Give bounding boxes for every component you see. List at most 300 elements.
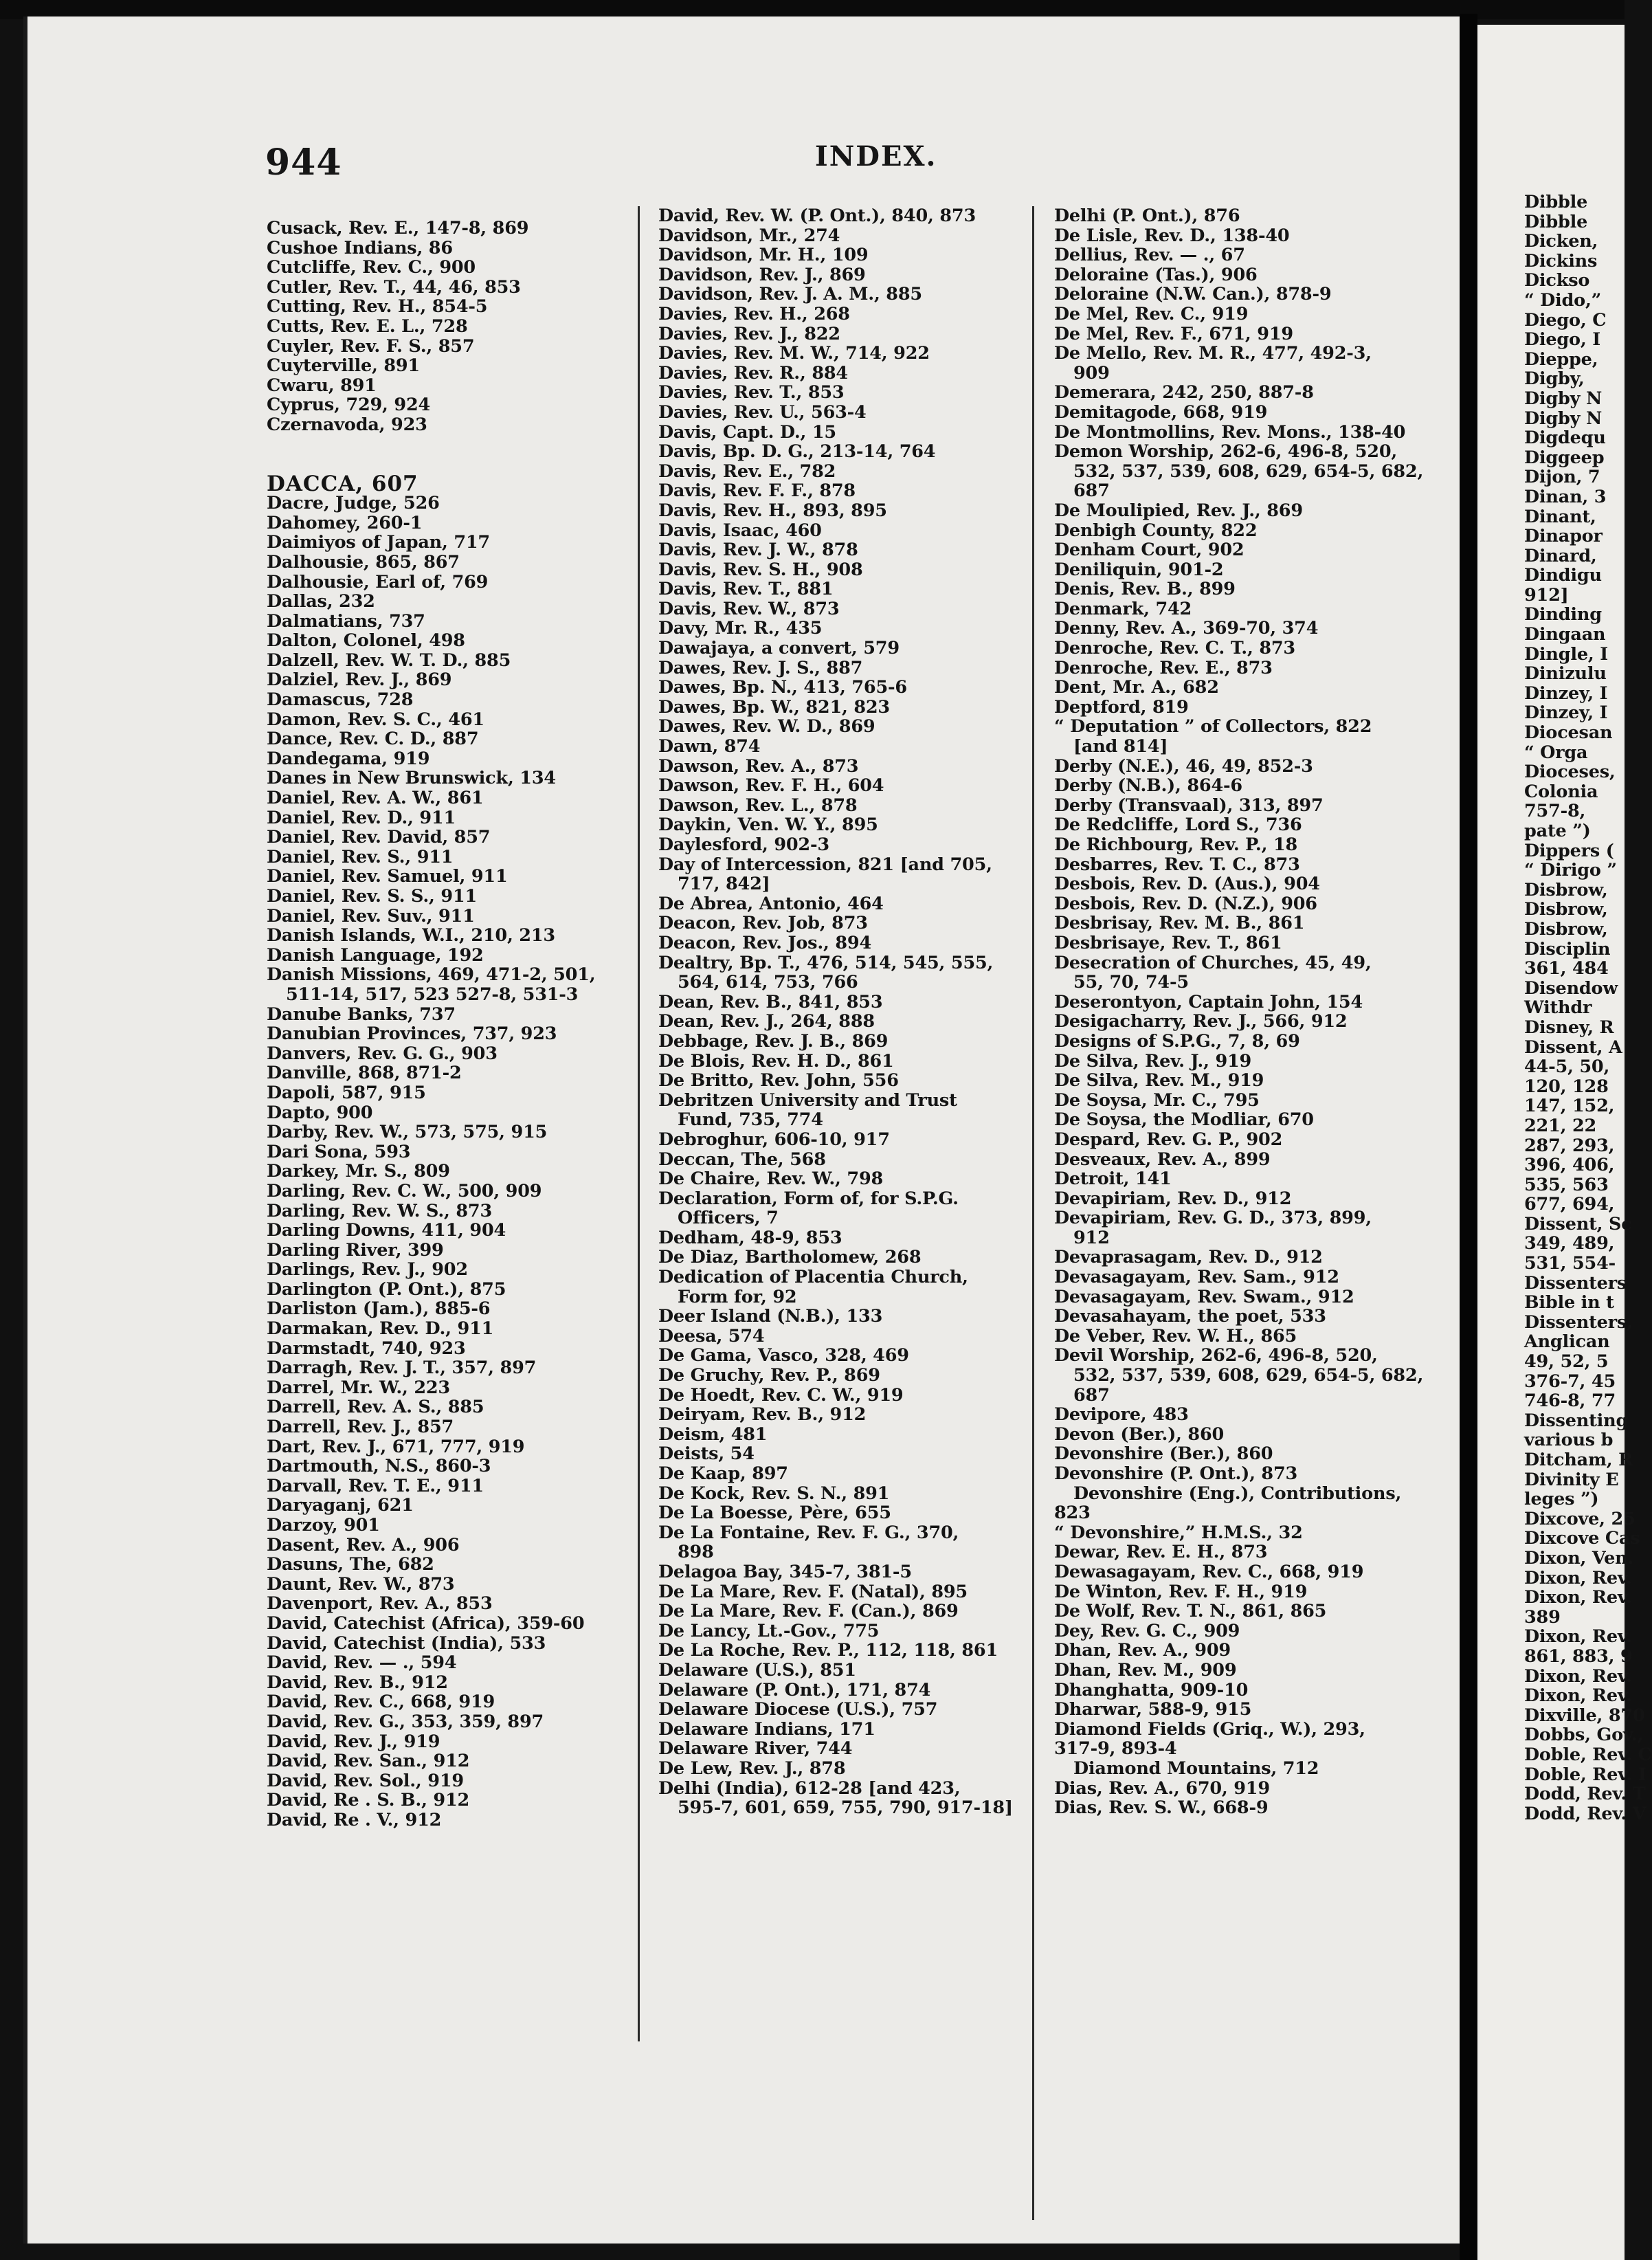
- index-entry: Dippers (: [1524, 840, 1614, 861]
- index-entry: De La Mare, Rev. F. (Natal), 895: [658, 1581, 968, 1602]
- index-entry: Deccan, The, 568: [658, 1149, 826, 1170]
- index-entry: 909: [1073, 362, 1110, 384]
- index-entry: De Lancy, Lt.-Gov., 775: [658, 1620, 880, 1641]
- index-entry: De Kaap, 897: [658, 1463, 788, 1484]
- index-entry: 120, 128: [1524, 1076, 1609, 1097]
- index-entry: Danville, 868, 871-2: [267, 1063, 462, 1084]
- index-entry: Danube Banks, 737: [267, 1004, 456, 1025]
- index-entry: De Silva, Rev. J., 919: [1054, 1050, 1252, 1072]
- index-entry: 396, 406,: [1524, 1155, 1615, 1176]
- index-entry: Dissenters: [1524, 1272, 1627, 1294]
- index-entry: David, Rev. San., 912: [267, 1751, 470, 1772]
- index-entry: Dance, Rev. C. D., 887: [267, 729, 479, 750]
- index-entry: Darmstadt, 740, 923: [267, 1338, 466, 1359]
- page-gutter-shadow: [1460, 14, 1477, 2260]
- index-entry: Demerara, 242, 250, 887-8: [1054, 382, 1314, 403]
- index-entry: Dahomey, 260-1: [267, 512, 423, 533]
- index-entry: 531, 554-: [1524, 1253, 1616, 1274]
- index-entry: Darmakan, Rev. D., 911: [267, 1318, 494, 1340]
- index-entry: “ Dido,”: [1524, 289, 1602, 311]
- index-entry: De Soysa, Mr. C., 795: [1054, 1089, 1260, 1111]
- index-entry: Despard, Rev. G. P., 902: [1054, 1129, 1283, 1150]
- index-entry: Darling River, 399: [267, 1239, 444, 1261]
- index-entry: Dawson, Rev. L., 878: [658, 795, 858, 816]
- index-entry: Cuyterville, 891: [267, 355, 420, 377]
- index-entry: David, Rev. W. (P. Ont.), 840, 873: [658, 206, 976, 226]
- index-entry: pate ”): [1524, 821, 1591, 841]
- index-entry: Deacon, Rev. Jos., 894: [658, 932, 872, 953]
- index-entry: Derby (N.B.), 864-6: [1054, 775, 1242, 797]
- index-entry: Daniel, Rev. D., 911: [267, 807, 456, 828]
- index-entry: Desveaux, Rev. A., 899: [1054, 1149, 1271, 1170]
- index-entry: Declaration, Form of, for S.P.G.: [658, 1188, 959, 1209]
- index-entry: 535, 563: [1524, 1174, 1609, 1195]
- index-entry: Dixville, 870: [1524, 1705, 1645, 1726]
- index-entry: 912]: [1524, 584, 1569, 606]
- index-entry: Daniel, Rev. A. W., 861: [267, 788, 484, 809]
- index-entry: Denny, Rev. A., 369-70, 374: [1054, 618, 1319, 639]
- index-entry: 564, 614, 753, 766: [678, 972, 858, 993]
- index-entry: Davis, Rev. H., 893, 895: [658, 500, 887, 521]
- index-entry: De Lew, Rev. J., 878: [658, 1758, 846, 1779]
- index-entry: De Mel, Rev. C., 919: [1054, 303, 1249, 324]
- index-entry: Davies, Rev. T., 853: [658, 382, 845, 403]
- index-entry: Delaware Diocese (U.S.), 757: [658, 1699, 938, 1720]
- index-entry: Dijon, 7: [1524, 467, 1600, 488]
- index-entry: Dallas, 232: [267, 591, 375, 612]
- index-entry: leges ”): [1524, 1489, 1599, 1510]
- index-entry: Dixcove, 25: [1524, 1508, 1636, 1529]
- index-entry: Debbage, Rev. J. B., 869: [658, 1030, 889, 1052]
- index-entry: Deism, 481: [658, 1423, 768, 1445]
- index-entry: Cutts, Rev. E. L., 728: [267, 315, 468, 337]
- index-entry: Davies, Rev. U., 563-4: [658, 401, 867, 423]
- index-entry: Deniliquin, 901-2: [1054, 559, 1224, 580]
- column-rule-2: [1032, 206, 1034, 2220]
- index-entry: Dickso: [1524, 270, 1590, 291]
- index-entry: Debritzen University and Trust: [658, 1089, 957, 1111]
- index-entry: Davidson, Mr. H., 109: [658, 245, 869, 266]
- index-entry: various b: [1524, 1430, 1614, 1451]
- index-entry: Dawes, Bp. N., 413, 765-6: [658, 677, 907, 698]
- index-entry: Officers, 7: [678, 1208, 779, 1229]
- index-entry: Devapiriam, Rev. D., 912: [1054, 1188, 1292, 1209]
- index-entry: Diggeep: [1524, 447, 1605, 468]
- index-entry: Davies, Rev. H., 268: [658, 303, 850, 324]
- index-entry: David, Catechist (Africa), 359-60: [267, 1613, 585, 1634]
- index-entry: Davis, Rev. S. H., 908: [658, 559, 863, 580]
- index-entry: Dixon, Rev.: [1524, 1626, 1632, 1648]
- index-entry: Dasent, Rev. A., 906: [267, 1534, 460, 1555]
- index-entry: Devonshire (Ber.), 860: [1054, 1443, 1273, 1465]
- index-entry: Divinity E: [1524, 1469, 1619, 1490]
- index-entry: 376-7, 45: [1524, 1371, 1616, 1392]
- index-entry: De Abrea, Antonio, 464: [658, 893, 884, 914]
- index-entry: Dhan, Rev. A., 909: [1054, 1640, 1231, 1661]
- index-entry: Dingle, I: [1524, 643, 1608, 665]
- index-entry: Withdr: [1524, 997, 1592, 1019]
- index-entry: Dinizulu: [1524, 663, 1607, 685]
- index-entry: Dandegama, 919: [267, 748, 430, 769]
- index-entry: Dawson, Rev. A., 873: [658, 755, 859, 777]
- index-entry: Demon Worship, 262-6, 496-8, 520,: [1054, 441, 1398, 463]
- index-entry: 221, 22: [1524, 1115, 1597, 1136]
- index-entry: Dasuns, The, 682: [267, 1554, 434, 1575]
- index-entry: Dixcove Cas: [1524, 1528, 1640, 1549]
- index-entry: Darby, Rev. W., 573, 575, 915: [267, 1122, 548, 1143]
- index-entry: Daniel, Rev. David, 857: [267, 827, 491, 848]
- index-entry: Dingaan: [1524, 624, 1606, 645]
- index-entry: Dharwar, 588-9, 915: [1054, 1699, 1252, 1720]
- index-entry: Debroghur, 606-10, 917: [658, 1129, 890, 1150]
- index-entry: 677, 694,: [1524, 1194, 1615, 1215]
- index-entry: Czernavoda, 923: [267, 414, 427, 435]
- index-entry: David, Rev. J., 919: [267, 1731, 440, 1752]
- index-entry: Dawes, Bp. W., 821, 823: [658, 696, 890, 718]
- index-entry: Darvall, Rev. T. E., 911: [267, 1475, 484, 1496]
- index-entry: Disendow: [1524, 977, 1618, 999]
- index-entry: Dinard,: [1524, 545, 1597, 566]
- index-entry: Desbrisay, Rev. M. B., 861: [1054, 913, 1305, 934]
- index-entry: De Mel, Rev. F., 671, 919: [1054, 323, 1293, 344]
- index-entry: Dodd, Rev. T: [1524, 1784, 1646, 1805]
- index-entry: Danish Language, 192: [267, 944, 484, 966]
- index-entry: Dapto, 900: [267, 1102, 373, 1123]
- index-entry: Doble, Rev. I: [1524, 1764, 1647, 1785]
- index-entry: Devasagayam, Rev. Sam., 912: [1054, 1267, 1339, 1288]
- index-entry: Colonia: [1524, 781, 1598, 802]
- index-entry: Dias, Rev. S. W., 668-9: [1054, 1797, 1269, 1819]
- index-entry: Dinant,: [1524, 506, 1596, 527]
- section-gap: [267, 435, 624, 474]
- index-entry: Dawn, 874: [658, 736, 761, 757]
- index-entry: Darrell, Rev. A. S., 885: [267, 1397, 484, 1418]
- index-entry: Dawajaya, a convert, 579: [658, 638, 900, 659]
- index-entry: Dewar, Rev. E. H., 873: [1054, 1542, 1268, 1563]
- index-entry: Danish Missions, 469, 471-2, 501,: [267, 964, 596, 986]
- index-entry: Davies, Rev. R., 884: [658, 362, 848, 384]
- index-entry: Dioceses,: [1524, 762, 1616, 783]
- index-entry: De Richbourg, Rev. P., 18: [1054, 834, 1298, 855]
- index-entry: Dari Sona, 593: [267, 1141, 411, 1162]
- index-entry: Davis, Capt. D., 15: [658, 421, 836, 443]
- index-entry: 49, 52, 5: [1524, 1351, 1609, 1373]
- index-entry: De Redcliffe, Lord S., 736: [1054, 815, 1302, 836]
- index-entry: Dent, Mr. A., 682: [1054, 677, 1219, 698]
- index-entry: 361, 484: [1524, 958, 1609, 979]
- index-entry: 757-8,: [1524, 801, 1586, 822]
- index-entry: Cutler, Rev. T., 44, 46, 853: [267, 276, 521, 298]
- index-entry: Devaprasagam, Rev. D., 912: [1054, 1247, 1323, 1268]
- index-entry: Dinzey, I: [1524, 683, 1608, 704]
- index-entry: 898: [678, 1542, 714, 1563]
- index-entry: Dibble: [1524, 192, 1588, 212]
- index-entry: Cushoe Indians, 86: [267, 237, 453, 258]
- index-entry: De Moulipied, Rev. J., 869: [1054, 500, 1303, 521]
- index-entry: De Veber, Rev. W. H., 865: [1054, 1325, 1297, 1347]
- index-entry: Danvers, Rev. G. G., 903: [267, 1043, 498, 1064]
- index-entry: Deacon, Rev. Job, 873: [658, 913, 868, 934]
- index-entry: Daylesford, 902-3: [658, 834, 829, 855]
- index-entry: David, Catechist (India), 533: [267, 1632, 546, 1654]
- index-entry: Daryaganj, 621: [267, 1495, 414, 1516]
- index-entry: Dissent, Sc: [1524, 1213, 1632, 1234]
- index-entry: Dixon, Rev.: [1524, 1685, 1632, 1707]
- index-entry: 511-14, 517, 523 527-8, 531-3: [286, 984, 579, 1005]
- index-entry: Darliston (Jam.), 885-6: [267, 1298, 491, 1320]
- index-entry: Delagoa Bay, 345-7, 381-5: [658, 1561, 912, 1582]
- index-entry: Dacre, Judge, 526: [267, 493, 440, 514]
- index-entry: De La Roche, Rev. P., 112, 118, 861: [658, 1640, 998, 1661]
- index-entry: Cyprus, 729, 924: [267, 395, 431, 416]
- index-entry: Desbrisaye, Rev. T., 861: [1054, 932, 1282, 953]
- index-entry: Dalmatians, 737: [267, 610, 425, 632]
- index-entry: 147, 152,: [1524, 1096, 1615, 1117]
- index-entry: Davies, Rev. J., 822: [658, 323, 840, 344]
- index-entry: “ Deputation ” of Collectors, 822: [1054, 716, 1372, 738]
- index-entry: Denmark, 742: [1054, 598, 1192, 619]
- index-entry: Dickins: [1524, 250, 1598, 272]
- index-entry: Detroit, 141: [1054, 1168, 1172, 1190]
- index-entry: Dobbs, Gov.,: [1524, 1725, 1644, 1746]
- index-entry: Deserontyon, Captain John, 154: [1054, 991, 1363, 1012]
- index-entry: Danubian Provinces, 737, 923: [267, 1023, 557, 1045]
- index-entry: Dixon, Rev.: [1524, 1587, 1632, 1608]
- index-entry: Denis, Rev. B., 899: [1054, 579, 1236, 600]
- index-entry: De Montmollins, Rev. Mons., 138-40: [1054, 421, 1406, 443]
- index-entry: Delhi (P. Ont.), 876: [1054, 206, 1240, 226]
- index-entry: 595-7, 601, 659, 755, 790, 917-18]: [678, 1797, 1013, 1819]
- index-entry: Desecration of Churches, 45, 49,: [1054, 952, 1372, 973]
- index-entry: Ditcham, R: [1524, 1450, 1633, 1470]
- index-entry: Dissenting: [1524, 1410, 1629, 1431]
- index-entry: Davis, Isaac, 460: [658, 520, 822, 541]
- index-entry: 687: [1073, 1384, 1110, 1406]
- index-entry: Danish Islands, W.I., 210, 213: [267, 925, 555, 946]
- index-entry: Deloraine (Tas.), 906: [1054, 264, 1258, 285]
- index-entry: Devon (Ber.), 860: [1054, 1423, 1225, 1445]
- index-entry: De Hoedt, Rev. C. W., 919: [658, 1384, 904, 1406]
- index-entry: Dissenters,: [1524, 1311, 1633, 1333]
- index-entry: Desbarres, Rev. T. C., 873: [1054, 854, 1300, 875]
- index-entry: Deists, 54: [658, 1443, 755, 1465]
- index-entry: Form for, 92: [678, 1286, 797, 1307]
- index-entry: Disbrow,: [1524, 918, 1608, 940]
- index-entry: De Mello, Rev. M. R., 477, 492-3,: [1054, 343, 1372, 364]
- index-entry: Deiryam, Rev. B., 912: [658, 1404, 867, 1426]
- index-entry: Dalziel, Rev. J., 869: [267, 669, 452, 691]
- index-entry: Darlington (P. Ont.), 875: [267, 1278, 506, 1300]
- index-entry: Delhi (India), 612-28 [and 423,: [658, 1777, 961, 1799]
- index-entry: Digby N: [1524, 408, 1603, 429]
- index-entry: Dissent, A: [1524, 1037, 1622, 1058]
- index-entry: Bible in t: [1524, 1292, 1614, 1314]
- index-entry: Dey, Rev. G. C., 909: [1054, 1620, 1240, 1641]
- index-entry: Derby (N.E.), 46, 49, 852-3: [1054, 755, 1313, 777]
- index-entry: Delaware (P. Ont.), 171, 874: [658, 1679, 931, 1700]
- index-entry: Cusack, Rev. E., 147-8, 869: [267, 218, 529, 239]
- index-entry: Darling Downs, 411, 904: [267, 1220, 506, 1241]
- index-entry: De Wolf, Rev. T. N., 861, 865: [1054, 1601, 1327, 1622]
- index-entry: Anglican: [1524, 1331, 1610, 1353]
- index-entry: Day of Intercession, 821 [and 705,: [658, 854, 992, 875]
- index-entry: De La Boesse, Père, 655: [658, 1503, 891, 1524]
- index-entry: 717, 842]: [678, 874, 770, 895]
- index-entry: Darrel, Mr. W., 223: [267, 1377, 450, 1398]
- index-entry: 861, 883, 9: [1524, 1646, 1633, 1667]
- index-entry: Darlings, Rev. J., 902: [267, 1259, 468, 1281]
- index-entry: Desbois, Rev. D. (N.Z.), 906: [1054, 893, 1317, 914]
- index-entry: [and 814]: [1073, 736, 1168, 757]
- index-entry: Dellius, Rev. — ., 67: [1054, 245, 1245, 266]
- index-entry: Dias, Rev. A., 670, 919: [1054, 1777, 1270, 1799]
- index-entry: Digby N: [1524, 388, 1603, 409]
- index-entry: 389: [1524, 1606, 1561, 1628]
- index-entry: Diocesan: [1524, 722, 1613, 744]
- index-entry: De La Fontaine, Rev. F. G., 370,: [658, 1522, 959, 1543]
- index-entry: Dodd, Rev. V: [1524, 1803, 1647, 1824]
- index-entry: Deloraine (N.W. Can.), 878-9: [1054, 284, 1332, 305]
- index-entry: Devapiriam, Rev. G. D., 373, 899,: [1054, 1208, 1372, 1229]
- index-entry: Cutting, Rev. H., 854-5: [267, 296, 488, 318]
- index-entry: De Chaire, Rev. W., 798: [658, 1168, 884, 1190]
- index-entry: Damascus, 728: [267, 689, 414, 711]
- index-entry: Davis, Rev. J. W., 878: [658, 540, 858, 561]
- index-entry: Delaware (U.S.), 851: [658, 1659, 856, 1681]
- index-entry: Darling, Rev. W. S., 873: [267, 1200, 492, 1221]
- index-entry: Diego, I: [1524, 329, 1600, 351]
- index-entry: Davy, Mr. R., 435: [658, 618, 823, 639]
- index-entry: “ Devonshire,” H.M.S., 32: [1054, 1522, 1303, 1543]
- index-entry: Dixon, Rev.: [1524, 1567, 1632, 1588]
- index-entry: De Soysa, the Modliar, 670: [1054, 1109, 1314, 1131]
- index-entry: David, Rev. G., 353, 359, 897: [267, 1711, 544, 1732]
- running-head: INDEX.: [815, 140, 937, 173]
- index-entry: Diamond Mountains, 712: [1073, 1758, 1319, 1779]
- index-entry: Dawes, Rev. W. D., 869: [658, 716, 875, 738]
- index-entry: “ Orga: [1524, 742, 1588, 763]
- index-entry: Davies, Rev. M. W., 714, 922: [658, 343, 930, 364]
- index-entry: Delaware River, 744: [658, 1738, 853, 1760]
- index-entry: Deer Island (N.B.), 133: [658, 1306, 883, 1327]
- index-entry: David, Rev. B., 912: [267, 1672, 448, 1693]
- index-entry: De Diaz, Bartholomew, 268: [658, 1247, 922, 1268]
- index-entry: Daykin, Ven. W. Y., 895: [658, 815, 878, 836]
- index-entry: De Silva, Rev. M., 919: [1054, 1070, 1264, 1092]
- index-entry: Dedication of Placentia Church,: [658, 1267, 968, 1288]
- index-entry: David, Rev. — ., 594: [267, 1652, 457, 1674]
- index-entry: Dieppe,: [1524, 348, 1598, 370]
- index-entry: Designs of S.P.G., 7, 8, 69: [1054, 1030, 1300, 1052]
- index-entry: Dartmouth, N.S., 860-3: [267, 1456, 491, 1477]
- index-entry: Davis, Bp. D. G., 213-14, 764: [658, 441, 936, 463]
- index-entry: Deesa, 574: [658, 1325, 765, 1347]
- index-entry: Digdequ: [1524, 428, 1606, 449]
- index-entry: Desigacharry, Rev. J., 566, 912: [1054, 1011, 1348, 1032]
- index-entry: Darling, Rev. C. W., 500, 909: [267, 1180, 542, 1201]
- index-entry: 532, 537, 539, 608, 629, 654-5, 682,: [1073, 1365, 1424, 1386]
- index-entry: De Winton, Rev. F. H., 919: [1054, 1581, 1308, 1602]
- index-entry: Dalhousie, 865, 867: [267, 551, 460, 573]
- index-entry: Darkey, Mr. S., 809: [267, 1161, 450, 1182]
- index-entry: 912: [1073, 1227, 1110, 1248]
- index-entry: Dinan, 3: [1524, 486, 1607, 507]
- index-entry: De Kock, Rev. S. N., 891: [658, 1483, 890, 1504]
- index-entry: Dewasagayam, Rev. C., 668, 919: [1054, 1561, 1364, 1582]
- index-entry: DACCA, 607: [267, 471, 418, 496]
- index-entry: Dixon, Rev.: [1524, 1665, 1632, 1687]
- index-entry: Disbrow,: [1524, 879, 1608, 900]
- index-entry: Dindigu: [1524, 565, 1602, 586]
- index-entry: Dawson, Rev. F. H., 604: [658, 775, 884, 797]
- index-entry: Dealtry, Bp. T., 476, 514, 545, 555,: [658, 952, 994, 973]
- index-entry: De Britto, Rev. John, 556: [658, 1070, 899, 1092]
- index-entry: Danes in New Brunswick, 134: [267, 768, 556, 789]
- index-column-2: [658, 206, 1023, 1818]
- index-entry: Davidson, Rev. J., 869: [658, 264, 866, 285]
- index-entry: Denham Court, 902: [1054, 540, 1244, 561]
- index-entry: Dean, Rev. B., 841, 853: [658, 991, 883, 1012]
- index-entry: Denroche, Rev. C. T., 873: [1054, 638, 1295, 659]
- index-entry: 55, 70, 74-5: [1073, 972, 1189, 993]
- index-entry: Dibble: [1524, 211, 1588, 232]
- index-entry: Darragh, Rev. J. T., 357, 897: [267, 1358, 537, 1379]
- index-entry: 44-5, 50,: [1524, 1056, 1610, 1078]
- index-entry: De Lisle, Rev. D., 138-40: [1054, 225, 1290, 246]
- index-entry: Derby (Transvaal), 313, 897: [1054, 795, 1324, 816]
- index-entry: De Gama, Vasco, 328, 469: [658, 1345, 909, 1366]
- index-entry: Davidson, Rev. J. A. M., 885: [658, 284, 922, 305]
- index-entry: Dinzey, I: [1524, 702, 1608, 724]
- index-entry: Dapoli, 587, 915: [267, 1082, 426, 1103]
- index-entry: Deptford, 819: [1054, 696, 1189, 718]
- index-entry: Dedham, 48-9, 853: [658, 1227, 842, 1248]
- index-entry: Davis, Rev. F. F., 878: [658, 480, 856, 502]
- index-entry: Dixon, Ven.: [1524, 1547, 1634, 1569]
- index-entry: Daniel, Rev. Samuel, 911: [267, 866, 508, 887]
- index-entry: Davenport, Rev. A., 853: [267, 1593, 493, 1615]
- index-entry: Disciplin: [1524, 938, 1611, 960]
- index-entry: Demitagode, 668, 919: [1054, 401, 1268, 423]
- index-entry: Dhan, Rev. M., 909: [1054, 1659, 1237, 1681]
- index-column-4-cropped: [1524, 192, 1652, 1824]
- index-entry: Darrell, Rev. J., 857: [267, 1417, 454, 1438]
- index-entry: Devipore, 483: [1054, 1404, 1189, 1426]
- index-entry: Davis, Rev. E., 782: [658, 461, 836, 482]
- index-entry: De Gruchy, Rev. P., 869: [658, 1365, 880, 1386]
- index-entry: 532, 537, 539, 608, 629, 654-5, 682,: [1073, 461, 1424, 482]
- index-entry: David, Re . V., 912: [267, 1809, 442, 1830]
- index-entry: Daimiyos of Japan, 717: [267, 532, 490, 553]
- index-entry: Daniel, Rev. Suv., 911: [267, 905, 475, 927]
- index-entry: Desbois, Rev. D. (Aus.), 904: [1054, 874, 1320, 895]
- index-entry: Dalhousie, Earl of, 769: [267, 571, 489, 592]
- index-entry: Devonshire (Eng.), Contributions,: [1073, 1483, 1402, 1504]
- index-entry: Darzoy, 901: [267, 1515, 380, 1536]
- index-entry: Dicken,: [1524, 231, 1598, 252]
- index-entry: Diamond Fields (Griq., W.), 293,: [1054, 1718, 1365, 1740]
- index-entry: David, Re . S. B., 912: [267, 1790, 470, 1811]
- index-entry: Davis, Rev. T., 881: [658, 579, 834, 600]
- index-entry: “ Dirigo ”: [1524, 860, 1617, 881]
- index-entry: 317-9, 893-4: [1054, 1738, 1177, 1760]
- index-entry: 349, 489,: [1524, 1233, 1615, 1254]
- index-entry: Devil Worship, 262-6, 496-8, 520,: [1054, 1345, 1378, 1366]
- index-entry: Diego, C: [1524, 309, 1607, 331]
- index-entry: Cutcliffe, Rev. C., 900: [267, 257, 476, 278]
- index-entry: David, Rev. Sol., 919: [267, 1770, 464, 1791]
- index-entry: Fund, 735, 774: [678, 1109, 823, 1131]
